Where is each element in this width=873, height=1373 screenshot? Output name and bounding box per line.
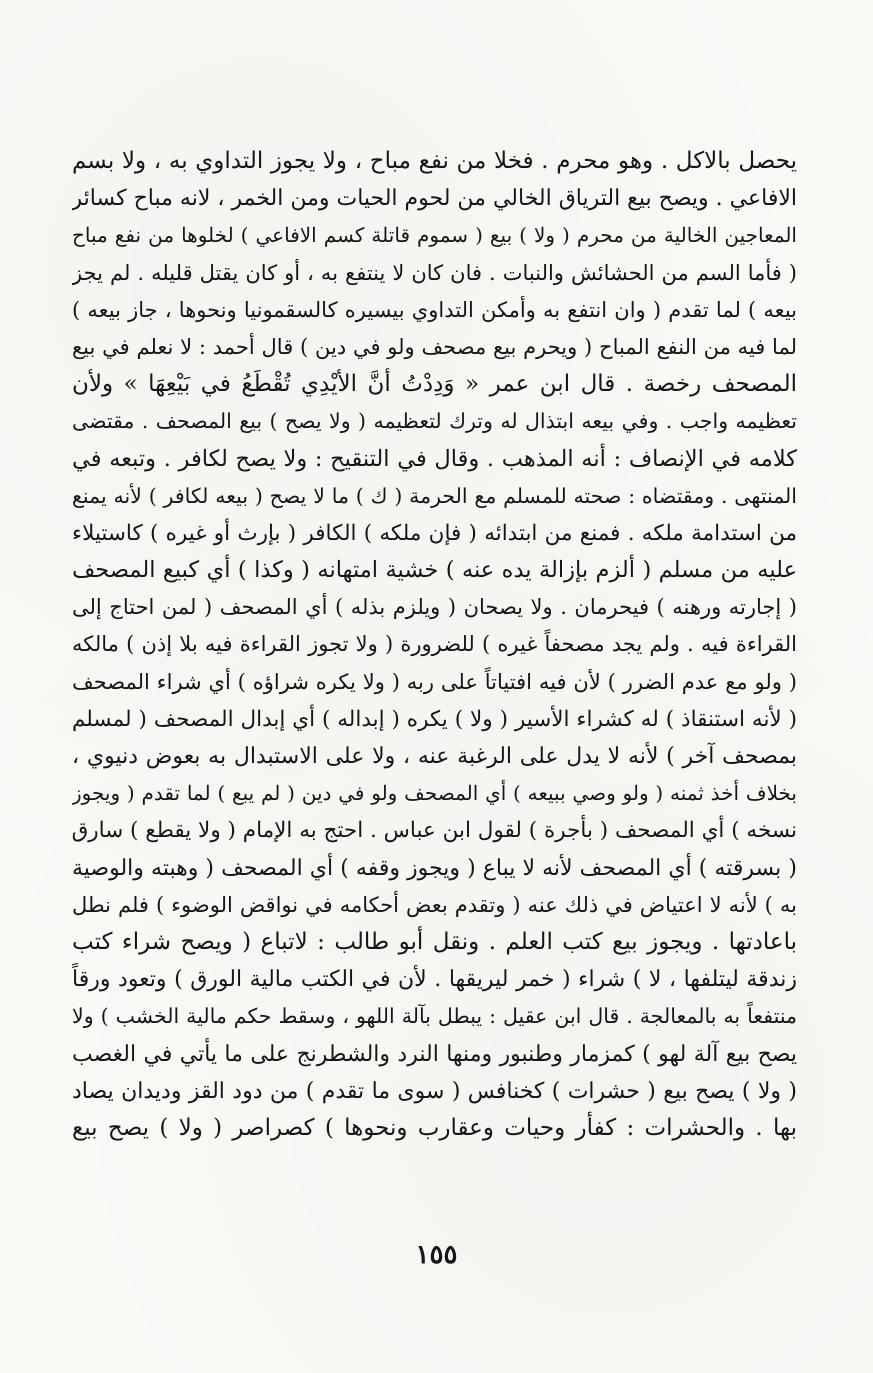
- text-line: بيعه ) لما تقدم ( وان انتفع به وأمكن التداوي بيسيره كالسقمونيا ونحوها ، جاز بيعه ): [72, 297, 797, 322]
- text-line: ( إجارته ورهنه ) فيحرمان . ولا يصحان ( ويلزم بذله ) أي المصحف ( لمن احتاج إلى: [72, 595, 797, 620]
- text-line: يحصل بالاكل . وهو محرم . فخلا من نفع مباح ، ولا يجوز التداوي به ، ولا بسم: [72, 148, 797, 174]
- text-line: بمصحف آخر ) لأنه لا يدل على الرغبة عنه ، ولا على الاستبدال به بعوض دنيوي ،: [72, 744, 797, 769]
- text-line: من استدامة ملكه . فمنع من ابتدائه ( فإن ملكه ) الكافر ( بإرث أو غيره ) كاستيلاء: [72, 520, 797, 546]
- text-line: ( لأنه استنقاذ ) له كشراء الأسير ( ولا ) يكره ( إبداله ) أي إبدال المصحف ( لمسلم: [72, 706, 797, 732]
- text-line: يصح بيع آلة لهو ) كمزمار وطنبور ومنها النرد والشطرنج على ما يأتي في الغصب: [72, 1041, 797, 1067]
- text-line: منتفعاً به بالمعالجة . قال ابن عقيل : يبطل بآلة اللهو ، وسقط حكم مالية الخشب ) ولا: [72, 1004, 797, 1029]
- text-line: ( بسرقته ) أي المصحف لأنه لا يباع ( ويجوز وقفه ) أي المصحف ( وهبته والوصية: [72, 855, 797, 881]
- text-line: نسخه ) أي المصحف ( بأجرة ) لقول ابن عباس . احتج به الإمام ( ولا يقطع ) سارق: [72, 818, 797, 844]
- text-line: بها . والحشرات : كفأر وحيات وعقارب ونحوها ) كصراصر ( ولا ) يصح بيع: [72, 1114, 797, 1141]
- text-line: المعاجين الخالية من محرم ( ولا ) بيع ( سموم قاتلة كسم الافاعي ) لخلوها من نفع مباح: [72, 223, 797, 248]
- text-line: به ) لأنه لا اعتياض في ذلك عنه ( وتقدم بعض أحكامه في نواقض الوضوء ) فلم نطل: [72, 892, 797, 917]
- text-line: القراءة فيه . ولم يجد مصحفاً غيره ) للضرورة ( ولا تجوز القراءة فيه بلا إذن ) مالكه: [72, 632, 797, 657]
- text-line: المصحف رخصة . قال ابن عمر « وَدِدْتُ أنَّ الأيْدِي تُقْطَعُ في بَيْعِهَا » ولأن: [72, 371, 797, 398]
- text-line: كلامه في الإنصاف : أنه المذهب . وقال في التنقيح : ولا يصح لكافر . وتبعه في: [72, 445, 797, 472]
- text-line: الافاعي . ويصح بيع الترياق الخالي من لحوم الحيات ومن الخمر ، لانه مباح كسائر: [72, 186, 797, 212]
- text-line: ( فأما السم من الحشائش والنبات . فان كان لا ينتفع به ، أو كان يقتل قليله . لم يجز: [72, 260, 797, 285]
- text-line: تعظيمه واجب . وفي بيعه ابتذال له وترك لتعظيمه ( ولا يصح ) بيع المصحف . مقتضى: [72, 409, 797, 434]
- text-line: باعادتها . ويجوز بيع كتب العلم . ونقل أبو طالب : لاتباع ( ويصح شراء كتب: [72, 928, 797, 955]
- text-line: المنتهى . ومقتضاه : صحته للمسلم مع الحرمة ( ك ) ما لا يصح ( بيعه لكافر ) لأنه يمنع: [72, 483, 797, 508]
- body-text: [72, 143, 797, 1147]
- text-line: بخلاف أخذ ثمنه ( ولو وصي ببيعه ) أي المصحف ولو في دين ( لم يبع ) لما تقدم ( ويجوز: [72, 781, 797, 806]
- text-line: ( ولا ) يصح بيع ( حشرات ) كخنافس ( سوى ما تقدم ) من دود القز وديدان يصاد: [72, 1078, 797, 1104]
- page-number: ١٥٥: [415, 1240, 458, 1270]
- text-line: زندقة ليتلفها ، لا ) شراء ( خمر ليريقها . لأن في الكتب مالية الورق ) وتعود ورقاً: [72, 967, 797, 993]
- text-line: عليه من مسلم ( ألزم بإزالة يده عنه ) خشية امتهانه ( وكذا ) أي كبيع المصحف: [72, 557, 797, 584]
- text-line: لما فيه من النفع المباح ( ويحرم بيع مصحف ولو في دين ) قال أحمد : لا نعلم في بيع: [72, 334, 797, 359]
- text-line: ( ولو مع عدم الضرر ) لأن فيه افتياتاً على ربه ( ولا يكره شراؤه ) أي شراء المصحف: [72, 669, 797, 694]
